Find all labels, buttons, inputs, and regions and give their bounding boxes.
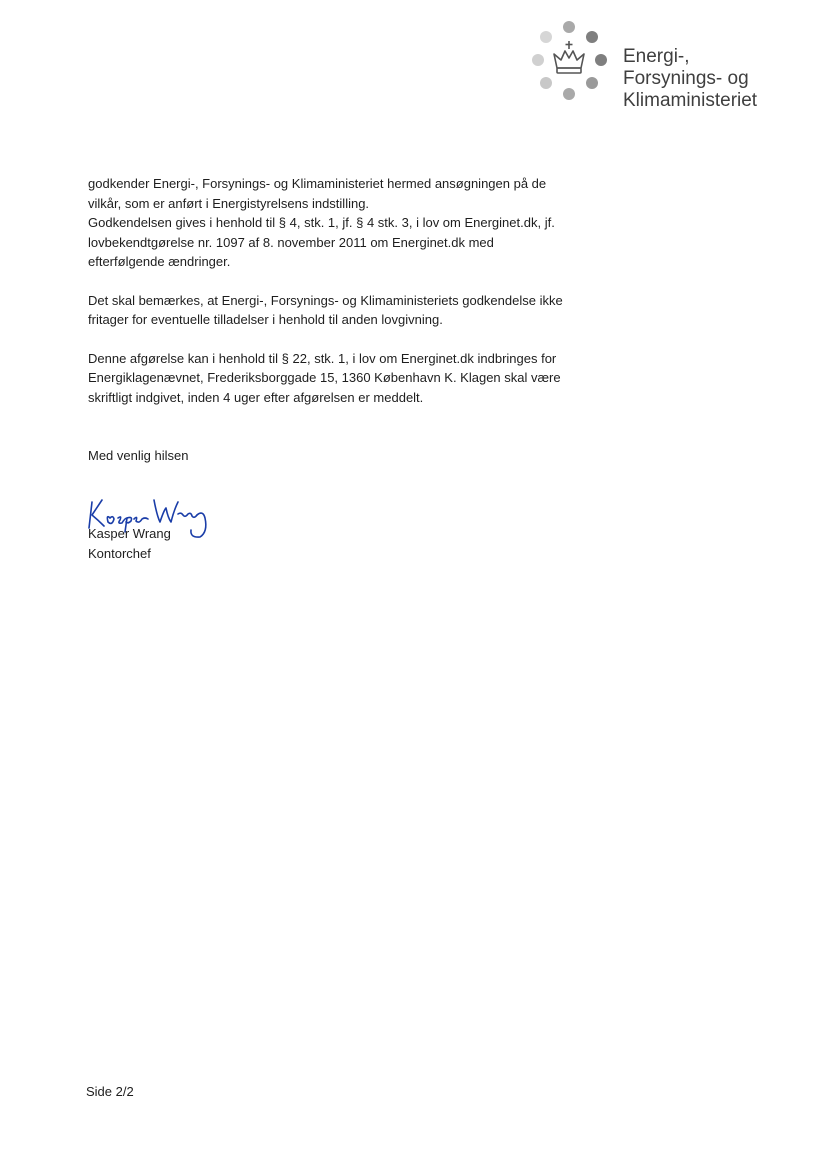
- paragraph-appeal: [88, 349, 628, 408]
- crown-icon: [554, 41, 584, 73]
- text-line: fritager for eventuelle tilladelser i henhold til anden lovgivning.: [88, 312, 443, 327]
- logo-wordmark: [623, 46, 757, 112]
- crown-emblem-icon: [528, 18, 612, 102]
- signer-title: Kontorchef: [88, 545, 151, 561]
- page-number: Side 2/2: [86, 1084, 134, 1099]
- paragraph-notice: [88, 291, 628, 330]
- logo-line-1: Energi-,: [623, 46, 690, 67]
- logo-dot: [563, 21, 575, 33]
- text-line: efterfølgende ændringer.: [88, 254, 231, 269]
- text-line: vilkår, som er anført i Energistyrelsens indstilling.: [88, 195, 370, 211]
- text-line: skriftligt indgivet, inden 4 uger efter afgørelsen er meddelt.: [88, 389, 424, 405]
- logo-dot: [540, 77, 552, 89]
- text-line: Denne afgørelse kan i henhold til § 22, stk. 1, i lov om Energinet.dk indbringes for: [88, 350, 557, 366]
- signer-block: [88, 524, 171, 563]
- text-line: Det skal bemærkes, at Energi-, Forsynings- og Klimaministeriets godkendelse ikke: [88, 292, 563, 308]
- logo-dot: [532, 54, 544, 66]
- logo-dot: [540, 31, 552, 43]
- signer-name: Kasper Wrang: [88, 526, 171, 541]
- logo-line-3: Klimaministeriet: [623, 90, 758, 111]
- logo-line-2: Forsynings- og: [623, 68, 749, 89]
- ministry-logo: [528, 18, 788, 118]
- text-line: lovbekendtgørelse nr. 1097 af 8. november 2011 om Energinet.dk med: [88, 234, 494, 250]
- logo-dot: [586, 31, 598, 43]
- text-line: godkender Energi-, Forsynings- og Klimaministeriet hermed ansøgningen på de: [88, 176, 547, 191]
- text-line: Godkendelsen gives i henhold til § 4, stk. 1, jf. § 4 stk. 3, i lov om Energinet.dk, jf.: [88, 215, 555, 230]
- logo-dot: [563, 88, 575, 100]
- text-line: Energiklagenævnet, Frederiksborggade 15, 1360 København K. Klagen skal være: [88, 370, 561, 385]
- letter-body: [88, 174, 628, 407]
- paragraph-approval: [88, 174, 628, 272]
- logo-dot: [595, 54, 607, 66]
- logo-dot: [586, 77, 598, 89]
- closing-greeting: Med venlig hilsen: [88, 448, 189, 463]
